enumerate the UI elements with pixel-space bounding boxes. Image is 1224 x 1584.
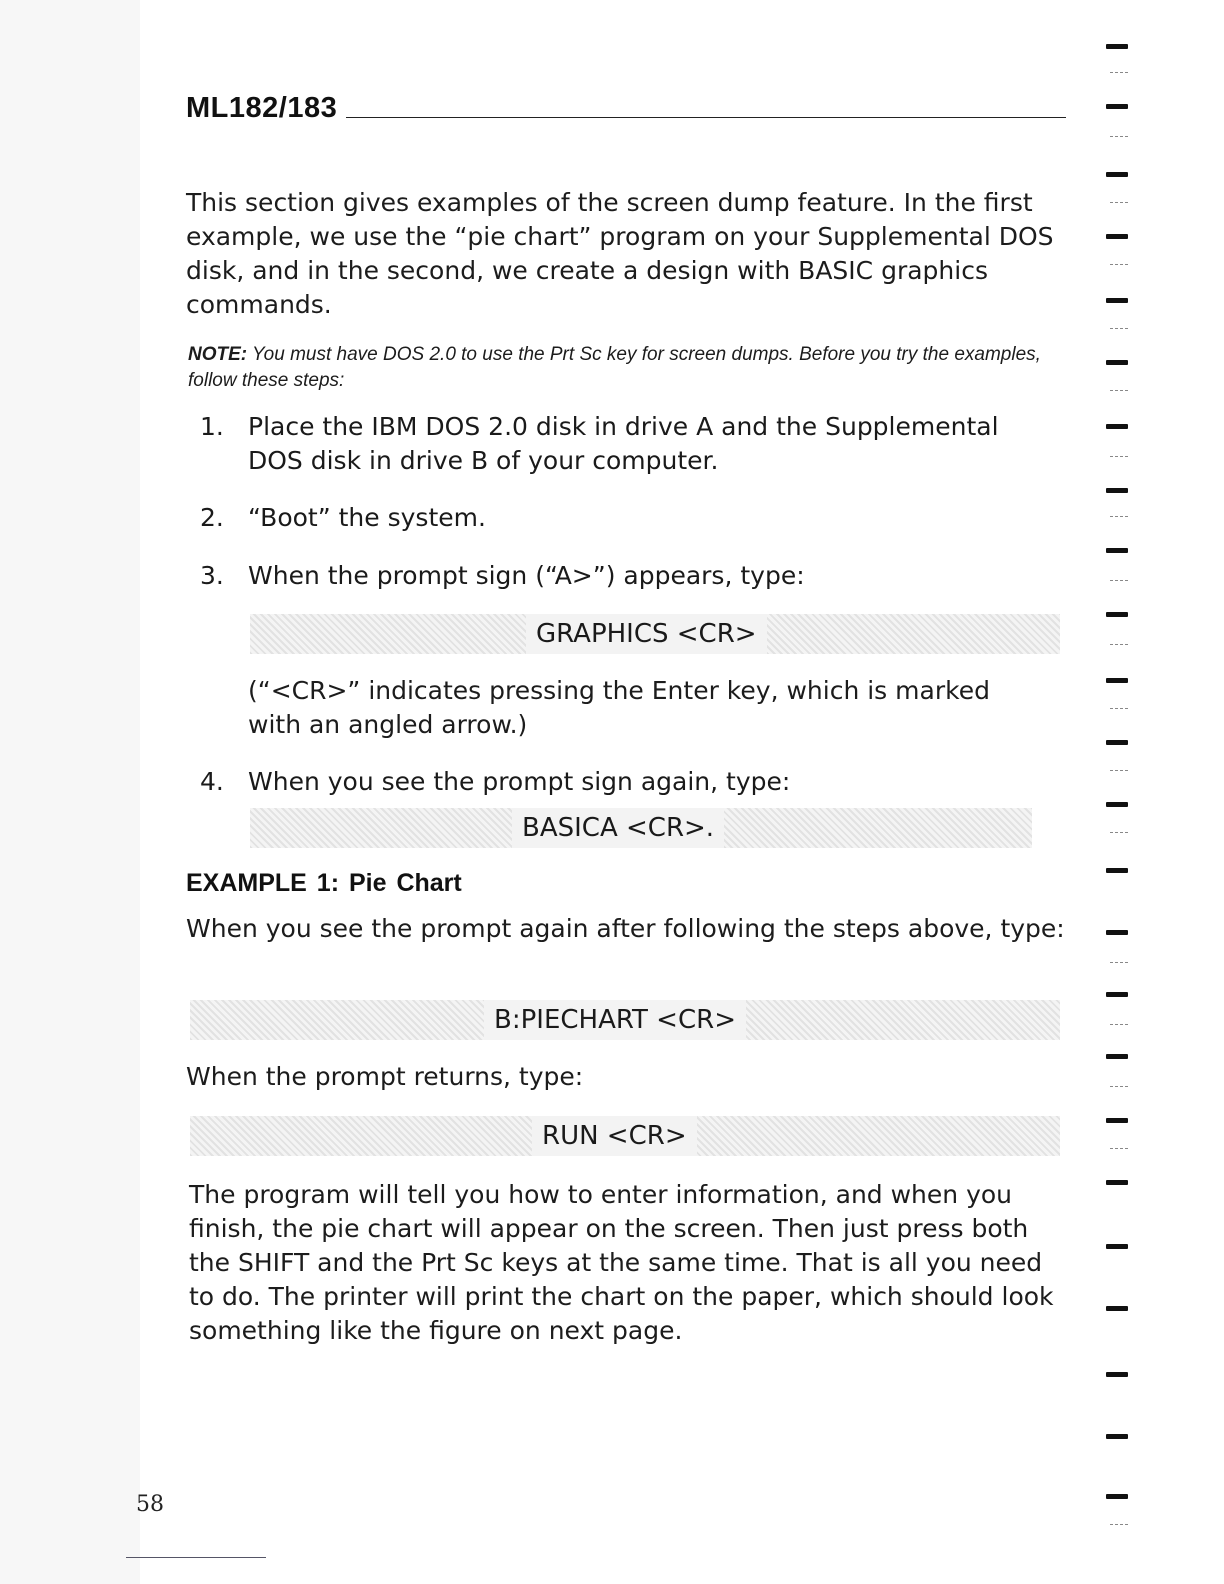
binding-mark — [1106, 234, 1128, 239]
command-text: B:PIECHART <CR> — [484, 1000, 746, 1040]
bottom-rule — [126, 1557, 266, 1558]
binding-dash — [1110, 456, 1128, 457]
command-run — [190, 1116, 1060, 1156]
binding-dash — [1110, 708, 1128, 709]
page-gutter — [0, 0, 140, 1584]
note-paragraph — [188, 342, 1048, 394]
prompt-returns-text: When the prompt returns, type: — [186, 1062, 584, 1091]
binding-dash — [1110, 1024, 1128, 1025]
step-text: “Boot” the system. — [248, 503, 486, 532]
binding-mark — [1106, 678, 1128, 683]
binding-mark — [1106, 802, 1128, 807]
command-piechart — [190, 1000, 1060, 1040]
binding-dash — [1110, 1148, 1128, 1149]
binding-dash — [1110, 962, 1128, 963]
example-1-conclusion: The program will tell you how to enter information, and when you finish, the pie chart will appear on the screen. Then just press both the SHIFT and the Prt Sc keys at the same time. That is all you need to do. The printer will print the chart on the paper, which should look something like the figure on next page. — [189, 1180, 1054, 1345]
binding-dash — [1110, 516, 1128, 517]
binding-mark — [1106, 298, 1128, 303]
binding-mark — [1106, 1180, 1128, 1185]
binding-mark — [1106, 1494, 1128, 1499]
step-text: When the prompt sign (“A>”) appears, type: — [248, 561, 805, 590]
command-text: RUN <CR> — [532, 1116, 697, 1156]
step-text: Place the IBM DOS 2.0 disk in drive A and the Supplemental DOS disk in drive B of your computer. — [248, 412, 999, 475]
binding-dash — [1110, 328, 1128, 329]
command-text: GRAPHICS <CR> — [526, 614, 767, 654]
binding-mark — [1106, 740, 1128, 745]
binding-dash — [1110, 1524, 1128, 1525]
binding-mark — [1106, 612, 1128, 617]
command-basica — [250, 808, 1032, 848]
binding-edge-marks — [1100, 0, 1140, 1584]
binding-mark — [1106, 992, 1128, 997]
example-1-title: EXAMPLE 1: Pie Chart — [186, 869, 462, 897]
binding-mark — [1106, 44, 1128, 49]
example-1-intro: When you see the prompt again after following the steps above, type: — [186, 914, 1065, 943]
binding-dash — [1110, 644, 1128, 645]
binding-mark — [1106, 868, 1128, 873]
header-rule — [346, 117, 1066, 118]
binding-mark — [1106, 424, 1128, 429]
binding-mark — [1106, 548, 1128, 553]
binding-mark — [1106, 1434, 1128, 1439]
step-number: 2. — [200, 503, 224, 532]
binding-dash — [1110, 264, 1128, 265]
header-title: ML182/183 — [186, 92, 338, 124]
binding-dash — [1110, 832, 1128, 833]
step-text: When you see the prompt sign again, type: — [248, 767, 791, 796]
binding-dash — [1110, 136, 1128, 137]
binding-mark — [1106, 1244, 1128, 1249]
binding-mark — [1106, 360, 1128, 365]
note-text: You must have DOS 2.0 to use the Prt Sc key for screen dumps. Before you try the examples, follow these steps: — [188, 344, 1041, 391]
step-number: 1. — [200, 412, 224, 441]
page-header — [186, 92, 1066, 126]
binding-dash — [1110, 390, 1128, 391]
binding-dash — [1110, 72, 1128, 73]
binding-mark — [1106, 488, 1128, 493]
binding-dash — [1110, 580, 1128, 581]
binding-mark — [1106, 1054, 1128, 1059]
page-number: 58 — [136, 1492, 164, 1517]
binding-dash — [1110, 770, 1128, 771]
binding-mark — [1106, 172, 1128, 177]
command-text: BASICA <CR>. — [512, 808, 724, 848]
binding-dash — [1110, 202, 1128, 203]
binding-mark — [1106, 1118, 1128, 1123]
binding-mark — [1106, 1306, 1128, 1311]
binding-mark — [1106, 1372, 1128, 1377]
intro-paragraph: This section gives examples of the screen dump feature. In the first example, we use the “pie chart” program on your Supplemental DOS disk, and in the second, we create a design with BASIC graphics commands. — [186, 188, 1054, 319]
step-number: 4. — [200, 767, 224, 796]
cr-note: (“<CR>” indicates pressing the Enter key, which is marked with an angled arrow.) — [248, 676, 990, 739]
command-graphics — [250, 614, 1060, 654]
step-number: 3. — [200, 561, 224, 590]
binding-mark — [1106, 104, 1128, 109]
note-label: NOTE: — [188, 344, 248, 365]
binding-dash — [1110, 1086, 1128, 1087]
binding-mark — [1106, 930, 1128, 935]
